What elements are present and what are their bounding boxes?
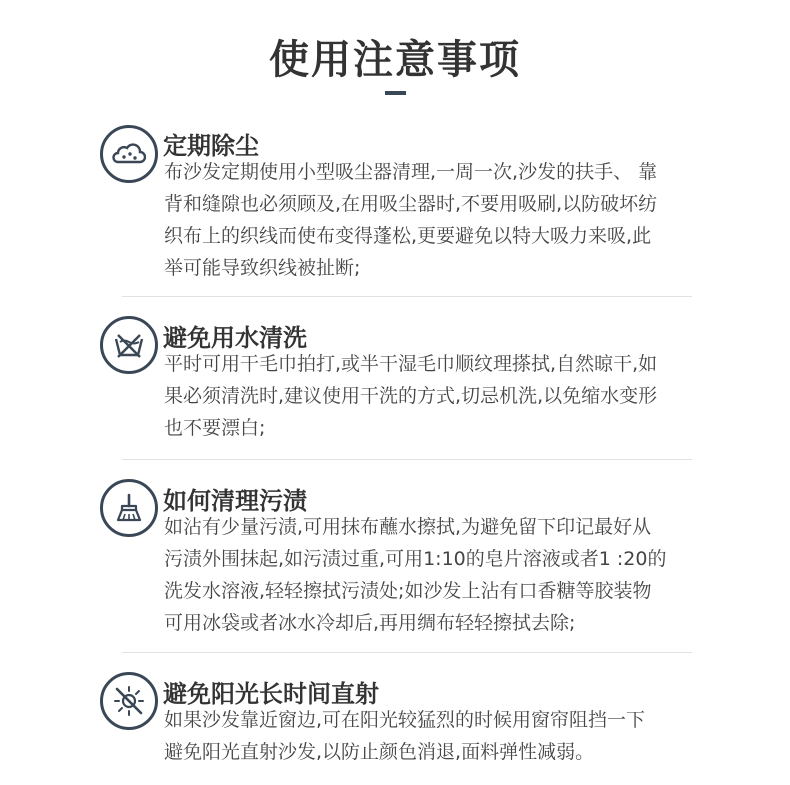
body-line: 也不要漂白;: [164, 417, 266, 439]
body-line: 平时可用干毛巾拍打,或半干湿毛巾顺纹理搽拭,自然晾干,如: [164, 353, 658, 375]
dust-cloud-icon: [100, 125, 158, 183]
section-body-no-water: [164, 348, 704, 444]
body-line: 织布上的织线而使布变得蓬松,更要避免以特大吸力来吸,此: [164, 225, 652, 247]
section-body-dusting: [164, 156, 704, 284]
section-title-sunlight: 避免阳光长时间直射: [163, 680, 379, 708]
body-line: 布沙发定期使用小型吸尘器清理,一周一次,沙发的扶手、 靠: [164, 161, 658, 183]
section-divider: [122, 652, 692, 653]
body-line: 果必须清洗时,建议使用干洗的方式,切忌机洗,以免缩水变形: [164, 385, 658, 407]
section-body-sunlight: [164, 704, 704, 768]
page-title: 使用注意事项: [269, 37, 521, 83]
body-line: 背和缝隙也必须顾及,在用吸尘器时,不要用吸刷,以防破坏纺: [164, 193, 658, 215]
body-line: 避免阳光直射沙发,以防止颜色消退,面料弹性减弱。: [164, 741, 595, 763]
no-wash-icon: [100, 316, 158, 374]
section-title-dusting: 定期除尘: [163, 132, 259, 160]
no-sun-icon: [100, 672, 158, 730]
brush-icon: [100, 479, 158, 537]
section-title-no-water: 避免用水清洗: [163, 324, 307, 352]
body-line: 如果沙发靠近窗边,可在阳光较猛烈的时候用窗帘阻挡一下: [164, 709, 646, 731]
section-body-stains: [164, 511, 704, 639]
body-line: 举可能导致织线被扯断;: [164, 257, 361, 279]
section-divider: [122, 296, 692, 297]
body-line: 污渍外围抹起,如污渍过重,可用1:10的皂片溶液或者1 :20的: [164, 548, 667, 570]
section-divider: [122, 459, 692, 460]
body-line: 洗发水溶液,轻轻擦拭污渍处;如沙发上沾有口香糖等胶装物: [164, 580, 652, 602]
section-title-stains: 如何清理污渍: [163, 487, 307, 515]
body-line: 如沾有少量污渍,可用抹布蘸水擦拭,为避免留下印记最好从: [164, 516, 652, 538]
body-line: 可用冰袋或者冰水冷却后,再用绸布轻轻擦拭去除;: [164, 612, 576, 634]
title-underline: [385, 91, 406, 95]
